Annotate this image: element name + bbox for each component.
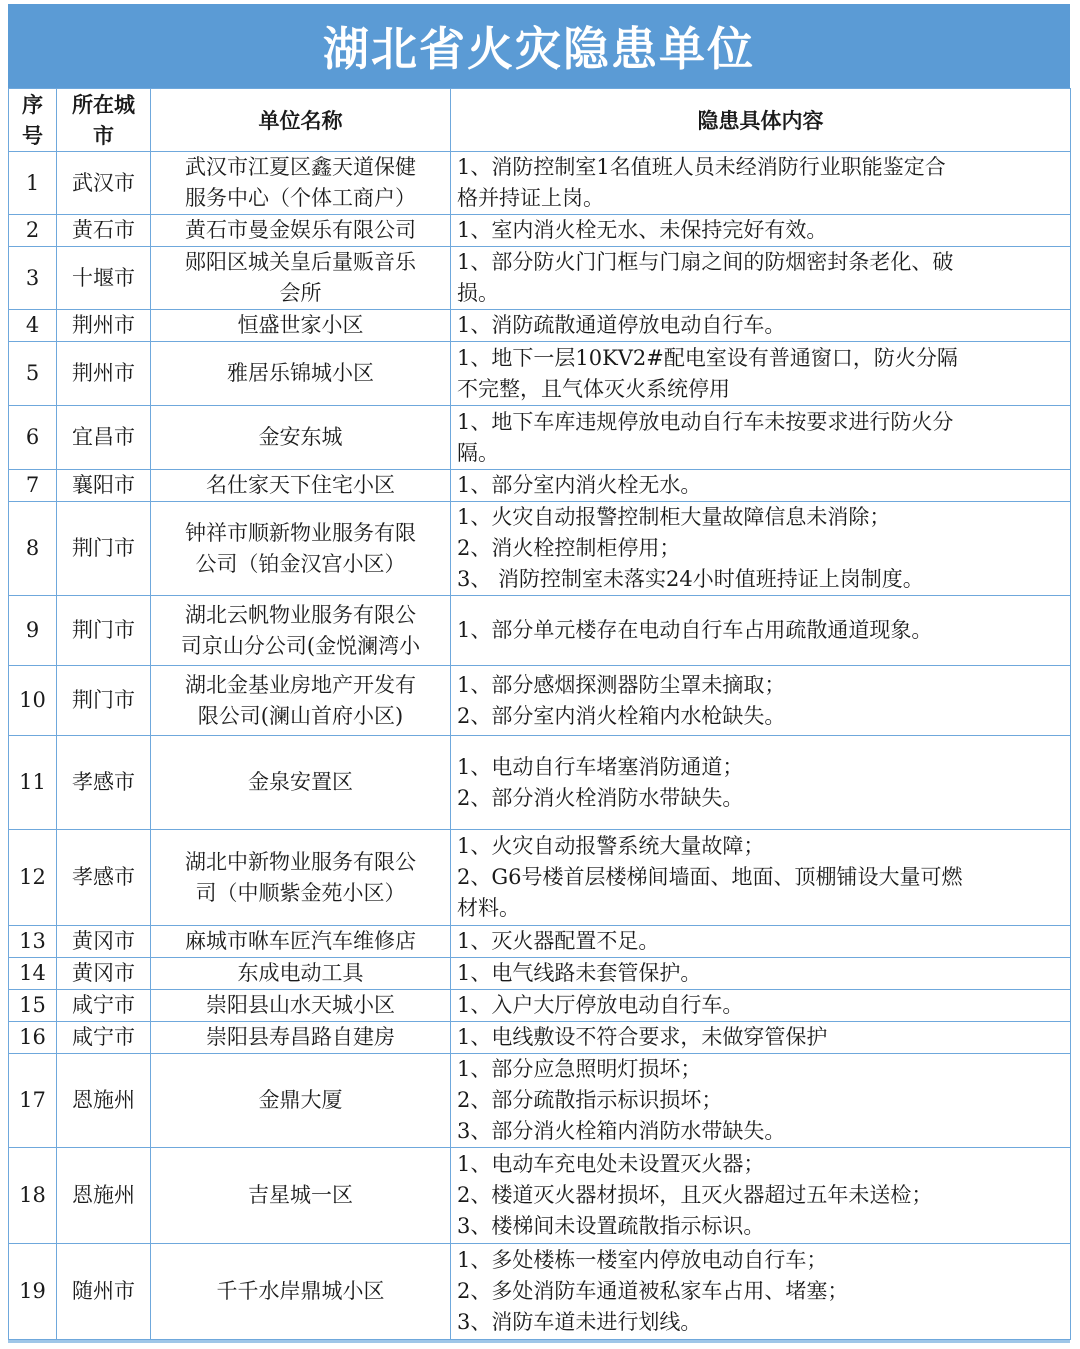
row-issue: [451, 342, 1071, 406]
unit-name-line: 名仕家天下住宅小区: [206, 473, 395, 497]
row-unit-name: [151, 958, 451, 990]
row-city: 恩施州: [57, 1148, 151, 1244]
header-issue: 隐患具体内容: [451, 89, 1071, 152]
row-index: 7: [9, 470, 57, 502]
row-unit-name: [151, 310, 451, 342]
row-city: 孝感市: [57, 830, 151, 926]
issue-line: 2、消火栓控制柜停用；: [457, 536, 681, 560]
row-index: 16: [9, 1022, 57, 1054]
issue-line: 损。: [457, 281, 499, 305]
row-unit-name: [151, 1244, 451, 1340]
table-body: [9, 152, 1071, 1340]
row-index: 17: [9, 1054, 57, 1148]
issue-line: 3、 消防控制室未落实24小时值班持证上岗制度。: [457, 567, 924, 591]
unit-name-line: 金安东城: [258, 425, 343, 449]
row-index: 12: [9, 830, 57, 926]
unit-name-line: 雅居乐锦城小区: [227, 361, 374, 385]
row-unit-name: [151, 830, 451, 926]
unit-name-line: 公司（铂金汉宫小区）: [195, 551, 406, 576]
issue-line: 1、电气线路未套管保护。: [457, 961, 702, 985]
row-unit-name: [151, 666, 451, 736]
issue-line: 2、G6号楼首层楼梯间墙面、地面、顶棚铺设大量可燃: [457, 865, 963, 889]
row-issue: [451, 1022, 1071, 1054]
row-index: 13: [9, 926, 57, 958]
row-city: 荆州市: [57, 310, 151, 342]
row-issue: [451, 926, 1071, 958]
row-city: 黄冈市: [57, 926, 151, 958]
issue-line: 不完整，且气体灭火系统停用: [457, 376, 730, 401]
row-city: 咸宁市: [57, 990, 151, 1022]
issue-line: 2、楼道灭火器材损坏，且灭火器超过五年未送检；: [457, 1183, 933, 1207]
issue-line: 2、部分疏散指示标识损坏；: [457, 1088, 723, 1112]
table-row: [9, 926, 1071, 958]
issue-line: 1、部分防火门门框与门扇之间的防烟密封条老化、破: [457, 250, 954, 274]
issue-line: 1、火灾自动报警系统大量故障；: [457, 834, 765, 858]
row-unit-name: [151, 502, 451, 596]
row-unit-name: [151, 470, 451, 502]
unit-name-line: 服务中心（个体工商户）: [185, 186, 416, 210]
unit-name-line: 金鼎大厦: [258, 1088, 343, 1112]
row-city: 十堰市: [57, 247, 151, 310]
table-row: [9, 958, 1071, 990]
row-index: 4: [9, 310, 57, 342]
table-row: [9, 152, 1071, 215]
issue-line: 1、部分室内消火栓无水。: [457, 473, 702, 497]
unit-name-line: 司（中顺紫金苑小区）: [195, 880, 406, 905]
issue-line: 2、部分消火栓消防水带缺失。: [457, 785, 744, 810]
row-city: 黄冈市: [57, 958, 151, 990]
row-issue: [451, 310, 1071, 342]
row-unit-name: [151, 215, 451, 247]
header-index-line1: 序: [22, 92, 43, 117]
row-index: 6: [9, 406, 57, 470]
issue-line: 1、电动车充电处未设置灭火器；: [457, 1152, 765, 1176]
table-row: [9, 502, 1071, 596]
row-issue: [451, 666, 1071, 736]
issue-line: 2、部分室内消火栓箱内水枪缺失。: [457, 703, 786, 728]
issue-line: 1、部分应急照明灯损坏；: [457, 1057, 702, 1081]
row-issue: [451, 958, 1071, 990]
row-city: 恩施州: [57, 1054, 151, 1148]
row-unit-name: [151, 152, 451, 215]
row-issue: [451, 830, 1071, 926]
table-row: [9, 215, 1071, 247]
row-unit-name: [151, 247, 451, 310]
unit-name-line: 郧阳区城关皇后量贩音乐: [185, 250, 416, 274]
row-city: 宜昌市: [57, 406, 151, 470]
unit-name-line: 崇阳县寿昌路自建房: [206, 1025, 395, 1049]
unit-name-line: 麻城市咻车匠汽车维修店: [185, 929, 416, 953]
table-row: [9, 666, 1071, 736]
unit-name-line: 东成电动工具: [237, 961, 364, 985]
table-row: [9, 470, 1071, 502]
header-unit: 单位名称: [151, 89, 451, 152]
row-issue: [451, 406, 1071, 470]
row-index: 15: [9, 990, 57, 1022]
row-unit-name: [151, 596, 451, 666]
table-row: [9, 247, 1071, 310]
row-issue: [451, 1054, 1071, 1148]
issue-line: 1、地下一层10KV2#配电室设有普通窗口，防火分隔: [457, 345, 958, 370]
unit-name-line: 湖北中新物业服务有限公: [185, 849, 416, 874]
table-row: [9, 310, 1071, 342]
issue-line: 1、灭火器配置不足。: [457, 929, 660, 953]
row-unit-name: [151, 1148, 451, 1244]
header-city: [57, 89, 151, 152]
row-issue: [451, 470, 1071, 502]
row-index: 1: [9, 152, 57, 215]
table-row: [9, 1022, 1071, 1054]
issue-line: 1、部分感烟探测器防尘罩未摘取；: [457, 672, 786, 697]
table-row: [9, 736, 1071, 830]
unit-name-line: 吉星城一区: [248, 1183, 353, 1207]
header-index: [9, 89, 57, 152]
unit-name-line: 司京山分公司(金悦澜湾小: [180, 633, 421, 658]
unit-name-line: 武汉市江夏区鑫天道保健: [185, 155, 416, 179]
header-city-line2: 市: [93, 123, 114, 148]
issue-line: 1、电线敷设不符合要求，未做穿管保护: [457, 1025, 828, 1049]
header-index-line2: 号: [22, 123, 43, 148]
unit-name-line: 湖北金基业房地产开发有: [185, 672, 416, 697]
issue-line: 1、入户大厅停放电动自行车。: [457, 993, 744, 1017]
row-city: 荆门市: [57, 502, 151, 596]
issue-line: 隔。: [457, 440, 499, 465]
table-row: [9, 1148, 1071, 1244]
row-index: 14: [9, 958, 57, 990]
row-city: 咸宁市: [57, 1022, 151, 1054]
table-row: [9, 830, 1071, 926]
row-unit-name: [151, 406, 451, 470]
hazard-table: [8, 88, 1071, 1340]
row-city: 黄石市: [57, 215, 151, 247]
row-city: 随州市: [57, 1244, 151, 1340]
unit-name-line: 湖北云帆物业服务有限公: [185, 602, 416, 627]
row-index: 18: [9, 1148, 57, 1244]
row-index: 2: [9, 215, 57, 247]
unit-name-line: 金泉安置区: [248, 770, 353, 794]
unit-name-line: 黄石市曼金娱乐有限公司: [185, 218, 416, 242]
row-index: 10: [9, 666, 57, 736]
issue-line: 1、地下车库违规停放电动自行车未按要求进行防火分: [457, 409, 954, 434]
row-issue: [451, 1244, 1071, 1340]
header-city-line1: 所在城: [72, 92, 135, 117]
table-row: [9, 1244, 1071, 1340]
row-city: 荆州市: [57, 342, 151, 406]
row-unit-name: [151, 736, 451, 830]
row-index: 8: [9, 502, 57, 596]
unit-name-line: 会所: [279, 281, 322, 305]
row-index: 5: [9, 342, 57, 406]
row-city: 荆门市: [57, 666, 151, 736]
row-city: 武汉市: [57, 152, 151, 215]
row-issue: [451, 502, 1071, 596]
unit-name-line: 千千水岸鼎城小区: [216, 1279, 385, 1303]
row-city: 襄阳市: [57, 470, 151, 502]
table-row: [9, 406, 1071, 470]
row-issue: [451, 152, 1071, 215]
issue-line: 材料。: [457, 896, 520, 920]
row-issue: [451, 596, 1071, 666]
table-row: [9, 596, 1071, 666]
row-issue: [451, 736, 1071, 830]
issue-line: 1、火灾自动报警控制柜大量故障信息未消除；: [457, 505, 891, 529]
unit-name-line: 钟祥市顺新物业服务有限: [185, 520, 416, 545]
row-city: 荆门市: [57, 596, 151, 666]
issue-line: 1、多处楼栋一楼室内停放电动自行车；: [457, 1248, 828, 1272]
issue-line: 1、电动自行车堵塞消防通道；: [457, 754, 744, 779]
row-unit-name: [151, 926, 451, 958]
issue-line: 3、消防车道未进行划线。: [457, 1310, 702, 1334]
table-row: [9, 990, 1071, 1022]
table-row: [9, 342, 1071, 406]
row-unit-name: [151, 1022, 451, 1054]
unit-name-line: 限公司(澜山首府小区): [197, 703, 404, 728]
row-unit-name: [151, 1054, 451, 1148]
unit-name-line: 崇阳县山水天城小区: [206, 993, 395, 1017]
row-city: 孝感市: [57, 736, 151, 830]
row-issue: [451, 247, 1071, 310]
row-index: 11: [9, 736, 57, 830]
row-index: 9: [9, 596, 57, 666]
issue-line: 格并持证上岗。: [457, 186, 604, 210]
issue-line: 2、多处消防车通道被私家车占用、堵塞；: [457, 1279, 849, 1303]
table-row: [9, 1054, 1071, 1148]
unit-name-line: 恒盛世家小区: [237, 313, 364, 337]
row-index: 19: [9, 1244, 57, 1340]
row-issue: [451, 990, 1071, 1022]
issue-line: 1、部分单元楼存在电动自行车占用疏散通道现象。: [457, 618, 933, 642]
row-unit-name: [151, 990, 451, 1022]
page-title: 湖北省火灾隐患单位: [8, 4, 1070, 88]
issue-line: 1、消防疏散通道停放电动自行车。: [457, 313, 786, 337]
header-row: [9, 89, 1071, 152]
issue-line: 3、楼梯间未设置疏散指示标识。: [457, 1214, 765, 1238]
issue-line: 1、室内消火栓无水、未保持完好有效。: [457, 218, 828, 242]
row-index: 3: [9, 247, 57, 310]
row-issue: [451, 1148, 1071, 1244]
row-issue: [451, 215, 1071, 247]
row-unit-name: [151, 342, 451, 406]
issue-line: 3、部分消火栓箱内消防水带缺失。: [457, 1119, 786, 1143]
issue-line: 1、消防控制室1名值班人员未经消防行业职能鉴定合: [457, 155, 946, 179]
